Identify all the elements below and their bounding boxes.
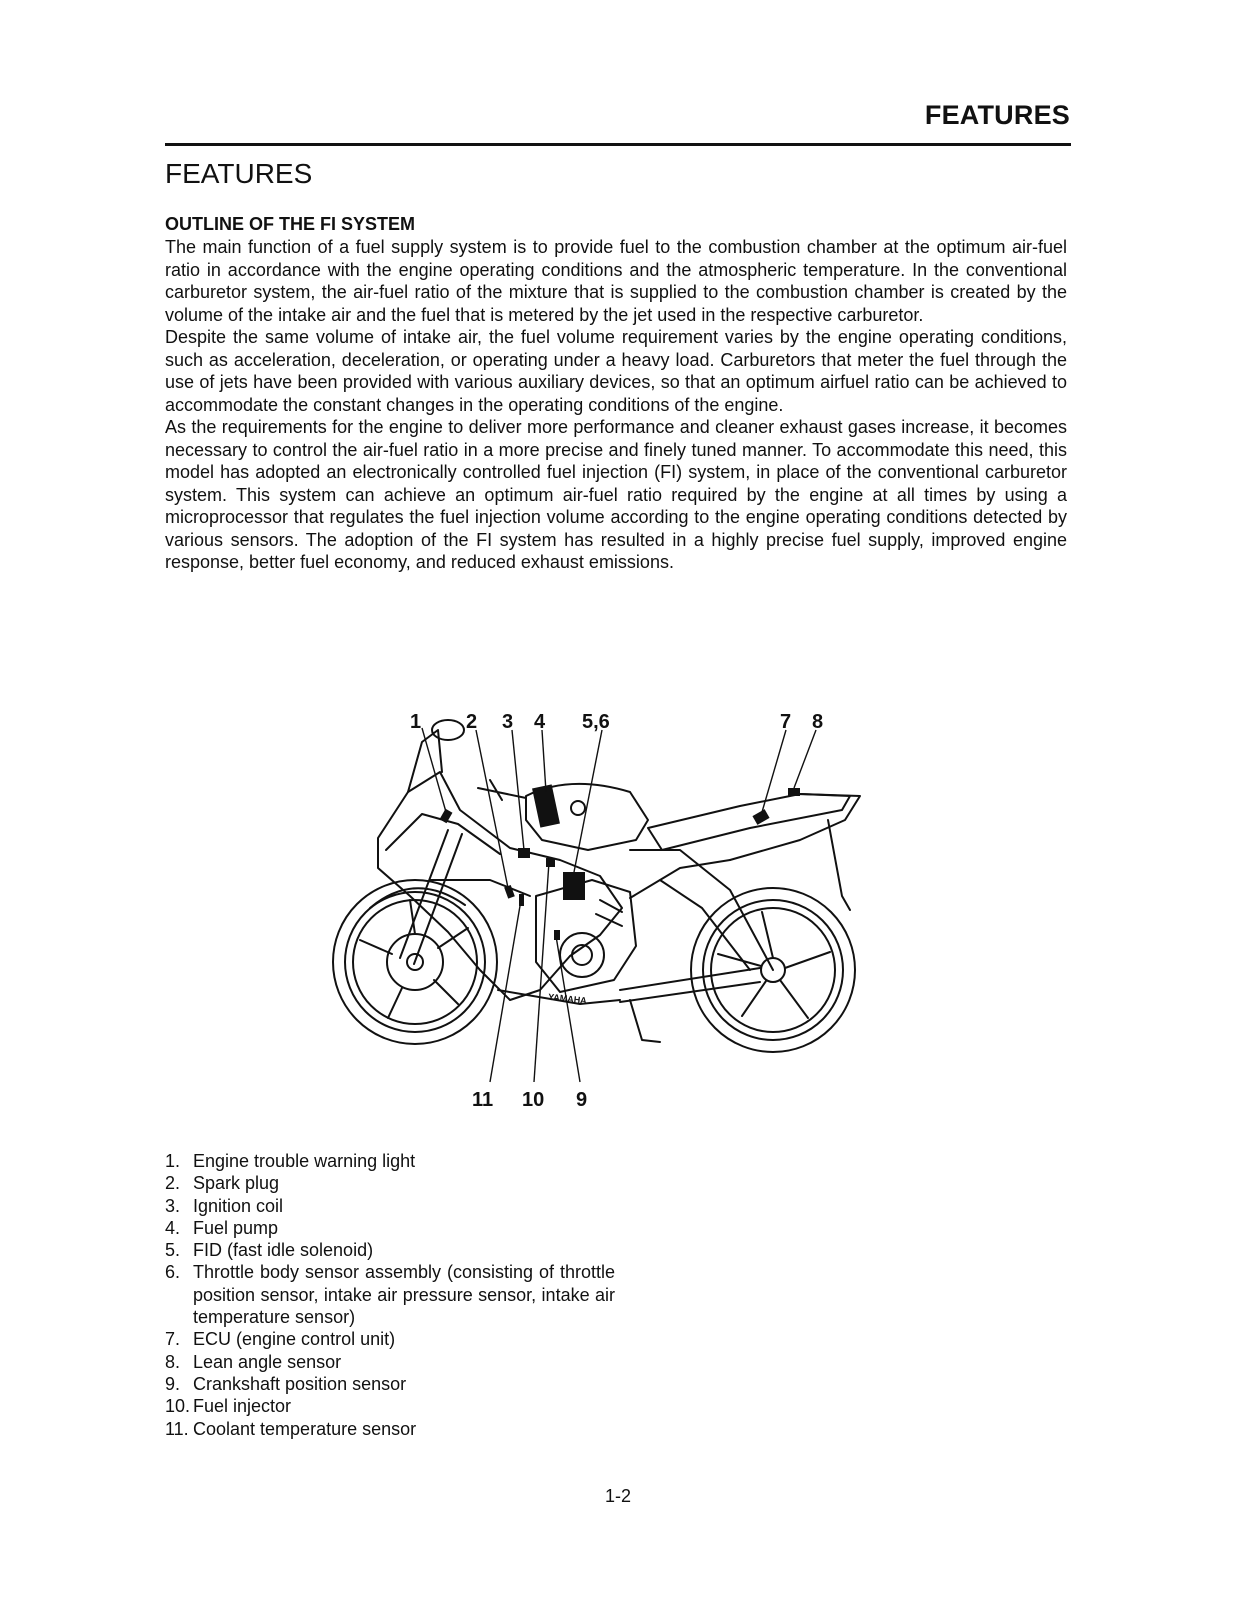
brand-marking: YAMAHA (547, 991, 588, 1006)
callout-3: 3 (502, 711, 514, 733)
legend-item (165, 1239, 615, 1261)
legend-text: Ignition coil (193, 1195, 284, 1216)
paragraph-2: Despite the same volume of intake air, the fuel volume requirement varies by the engine operating conditions, such as acceleration, deceleration, or operating under a heavy load. Carburetors that meter the fuel through the use of jets have been provided with various auxiliary devices, so that an optimum airfuel ratio can be achieved to accommodate the constant changes in the operating conditions of the engine. (165, 327, 1067, 415)
callout-1: 1 (410, 711, 422, 733)
paragraph-1: The main function of a fuel supply system is to provide fuel to the combustion chamber at the optimum air-fuel ratio in accordance with the engine operating conditions and the atmospheric temperature. In the conventional carburetor system, the air-fuel ratio of the mixture that is supplied to the combustion chamber is created by the volume of the intake air and the fuel that is metered by the jet used in the respective carburetor. (165, 237, 1067, 325)
legend-number: 1. (165, 1151, 181, 1171)
callout-5-6: 5,6 (582, 711, 610, 733)
body-text (165, 236, 1067, 574)
legend-number: 8. (165, 1351, 181, 1372)
legend-text: Coolant temperature sensor (193, 1418, 417, 1439)
legend-text: ECU (engine control unit) (193, 1329, 396, 1350)
legend-number: 11. (165, 1418, 189, 1439)
section-heading: OUTLINE OF THE FI SYSTEM (165, 214, 416, 234)
legend-number: 4. (165, 1217, 181, 1238)
callout-10: 10 (522, 1089, 545, 1111)
component-legend (165, 1150, 615, 1440)
callout-7: 7 (780, 711, 792, 733)
page-number: 1-2 (604, 1486, 631, 1506)
legend-item (165, 1373, 615, 1395)
legend-item (165, 1217, 615, 1239)
callout-2: 2 (466, 711, 478, 733)
legend-text: FID (fast idle solenoid) (193, 1240, 374, 1261)
legend-number: 3. (165, 1195, 181, 1216)
legend-item (165, 1351, 615, 1373)
legend-text: Fuel injector (193, 1396, 292, 1417)
paragraph-3: As the requirements for the engine to deliver more performance and cleaner exhaust gases increase, it becomes necessary to control the air-fuel ratio in a more precise and finely tuned manner. To accommodate this need, this model has adopted an electronically controlled fuel injection (FI) system, in place of the conventional carburetor system. This system can achieve an optimum air-fuel ratio required by the engine at all times by using a microprocessor that regulates the fuel injection volume according to the engine operating conditions detected by various sensors. The adoption of the FI system has resulted in a highly precise fuel supply, improved engine response, better fuel economy, and reduced exhaust emissions. (165, 417, 1067, 572)
component-markers (440, 784, 800, 940)
fi-system-component-diagram (330, 700, 890, 1130)
legend-text: Fuel pump (193, 1217, 279, 1238)
header-rule (165, 143, 1071, 146)
legend-text: Crankshaft position sensor (193, 1373, 407, 1394)
legend-item (165, 1172, 615, 1194)
callout-9: 9 (576, 1089, 588, 1111)
callout-8: 8 (812, 711, 824, 733)
callout-11: 11 (472, 1089, 494, 1111)
legend-number: 5. (165, 1240, 181, 1261)
legend-text: Throttle body sensor assembly (consisting of throttle position sensor, intake air pressure sensor, intake air temperature sensor) (193, 1262, 615, 1328)
legend-text: Engine trouble warning light (193, 1151, 416, 1171)
legend-item (165, 1418, 615, 1440)
legend-item (165, 1328, 615, 1350)
legend-text: Lean angle sensor (193, 1351, 342, 1372)
legend-item (165, 1195, 615, 1217)
legend-number: 2. (165, 1173, 181, 1194)
legend-item (165, 1261, 615, 1328)
callout-4: 4 (534, 711, 546, 733)
running-header-title: FEATURES (924, 100, 1070, 130)
legend-number: 6. (165, 1262, 181, 1283)
legend-number: 7. (165, 1329, 181, 1350)
motorcycle-drawing (333, 720, 860, 1052)
page-title: FEATURES (165, 158, 313, 189)
legend-text: Spark plug (193, 1173, 280, 1194)
legend-number: 9. (165, 1373, 181, 1394)
legend-number: 10. (165, 1396, 191, 1417)
legend-item (165, 1395, 615, 1417)
legend-item (165, 1150, 615, 1172)
